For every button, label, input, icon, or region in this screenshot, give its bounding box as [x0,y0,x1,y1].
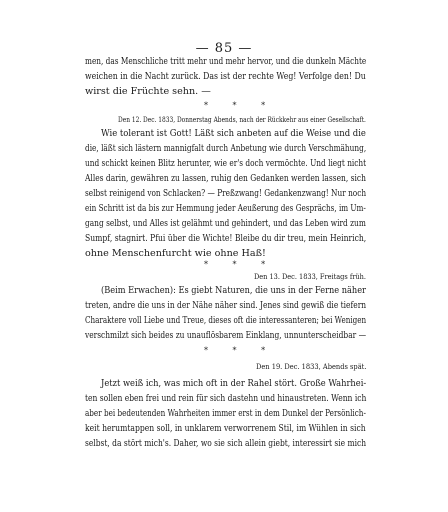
text-line: weichen in die Nacht zurück. Das ist der rechte Weg! Verfolge den! Du [85,71,366,82]
entry-date: Den 12. Dec. 1833, Donnerstag Abends, nach der Rückkehr aus einer Gesellschaft. [118,115,366,124]
section-separator: * * * [204,101,277,110]
text-line: Alles darin, gewähren zu lassen, ruhig den Gedanken werden lassen, sich [85,173,366,184]
section-separator: * * * [204,346,277,355]
text-line: ohne Menschenfurcht wie ohne Haß! [85,248,266,259]
text-line: Wie tolerant ist Gott! Läßt sich anbeten auf die Weise und die [101,128,366,139]
text-line: treten, andre die uns in der Nähe näher sind. Jenes sind gewiß die tiefern [85,300,367,311]
page-number: — 85 — [195,41,253,56]
text-line: selbst reinigend von Schlacken? — Preßzwang! Gedankenzwang! Nur noch [85,188,367,199]
text-line: verschmilzt sich beides zu unauflösbarem Einklang, unnunterscheidbar — [85,330,367,341]
text-line: wirst die Früchte sehn. — [85,86,211,97]
text-line: Sumpf, stagnirt. Pfui über die Wichte! Bleibe du dir treu, mein Heinrich, [85,233,367,244]
text-line: und schickt keinen Blitz herunter, wie er's doch vermöchte. Und liegt nicht [85,158,367,169]
text-line: selbst, da stört mich's. Daher, wo sie sich allein giebt, interessirt sie mich [85,438,367,449]
entry-date: Den 13. Dec. 1833, Freitags früh. [254,272,366,281]
text-line: aber bei bedeutenden Wahrheiten immer erst in dem Dunkel der Persönlich- [85,408,366,419]
text-line: gang selbst, und Alles ist gelähmt und gehindert, und das Leben wird zum [85,218,366,229]
text-line: keit herumtappen soll, in unklarem verworrenem Stil, im Wühlen in sich [85,423,366,434]
text-line: men, das Menschliche tritt mehr und mehr hervor, und die dunkeln Mächte [85,56,367,67]
text-line: ten sollen eben frei und rein für sich dastehn und hinaustreten. Wenn ich [85,393,367,404]
text-line: ein Schritt ist da bis zur Hemmung jeder Aeußerung des Gesprächs, im Um- [85,203,366,214]
entry-date: Den 19. Dec. 1833, Abends spät. [256,362,367,371]
text-line: (Beim Erwachen): Es giebt Naturen, die uns in der Ferne näher [101,285,366,296]
text-line: Charaktere voll Liebe und Treue, dieses oft die interessanteren; bei Wenigen [85,315,367,326]
text-line: die, läßt sich lästern mannigfalt durch Anbetung wie durch Verschmähung, [85,143,367,154]
text-line: Jetzt weiß ich, was mich oft in der Rahel stört. Große Wahrhei- [101,378,367,389]
section-separator: * * * [204,260,277,269]
